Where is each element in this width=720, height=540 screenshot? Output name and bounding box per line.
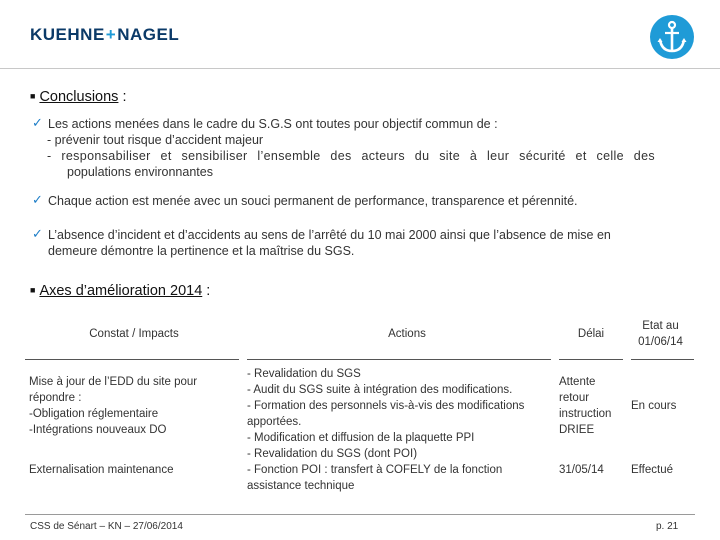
brand-plus: + (105, 25, 117, 44)
cell-line: - Revalidation du SGS (dont POI) (247, 448, 418, 460)
brand-name-right: NAGEL (117, 25, 180, 44)
cell-line: - Audit du SGS suite à intégration des modifications. (247, 384, 513, 396)
cell-line: -Intégrations nouveaux DO (29, 424, 167, 436)
cell-delai (555, 446, 627, 494)
axes-title: Axes d’amélioration 2014 (39, 283, 203, 299)
header-etat: Etat au 01/06/14 (638, 320, 683, 348)
page-number: p. 21 (656, 521, 679, 532)
axes-heading (30, 283, 210, 299)
header-constat: Constat / Impacts (89, 328, 179, 340)
cell-line: retour (559, 392, 590, 404)
table-row (25, 366, 694, 446)
axes-table (25, 309, 694, 494)
cell-etat: En cours (631, 400, 677, 412)
cell-line: assistance technique (247, 480, 355, 492)
conclusion-line: Les actions menées dans le cadre du S.G.S ont toutes pour objectif commun de : (48, 117, 498, 131)
cell-actions (243, 366, 555, 446)
table-row (25, 446, 694, 494)
cell-line: répondre : (29, 392, 82, 404)
axes-colon: : (202, 283, 211, 299)
conclusions-colon: : (118, 89, 127, 105)
anchor-icon (649, 14, 695, 60)
cell-line: DRIEE (559, 424, 595, 436)
conclusion-item-1 (48, 116, 498, 132)
conclusion-item-2 (48, 193, 578, 209)
conclusions-title: Conclusions (39, 89, 119, 105)
conclusion-line: demeure démontre la pertinence et la maîtrise du SGS. (48, 244, 355, 258)
cell-line: Externalisation maintenance (29, 464, 174, 476)
conclusion-line: - responsabiliser et sensibiliser l’ensemble des acteurs du site à leur sécurité et celle des (47, 149, 655, 163)
cell-line: Mise à jour de l’EDD du site pour (29, 376, 198, 388)
cell-actions (243, 446, 555, 494)
conclusion-item-3 (48, 227, 611, 259)
check-icon: ✓ (32, 226, 43, 241)
header-actions: Actions (388, 328, 426, 340)
brand-logo (30, 25, 179, 45)
conclusion-line: Chaque action est menée avec un souci permanent de performance, transparence et pérennité. (48, 194, 578, 208)
cell-etat: Effectué (631, 464, 673, 476)
cell-line: Attente (559, 376, 596, 388)
cell-constat (25, 446, 243, 494)
conclusion-item-1-bullets (47, 132, 655, 180)
cell-line: -Obligation réglementaire (29, 408, 159, 420)
cell-delai (555, 366, 627, 446)
conclusion-line: populations environnantes (67, 165, 213, 179)
cell-line: - Fonction POI : transfert à COFELY de la fonction (247, 464, 503, 476)
check-icon: ✓ (32, 192, 43, 207)
conclusion-line: L’absence d’incident et d’accidents au sens de l’arrêté du 10 mai 2000 ainsi que l’absence de mise en (48, 228, 611, 242)
header-divider (0, 68, 720, 69)
square-bullet-icon: ■ (30, 91, 36, 101)
cell-line: 31/05/14 (559, 464, 604, 476)
square-bullet-icon: ■ (30, 285, 36, 295)
cell-constat (25, 366, 243, 446)
cell-line: - Revalidation du SGS (247, 368, 361, 380)
header-delai: Délai (577, 328, 605, 340)
footer-left: CSS de Sénart – KN – 27/06/2014 (30, 521, 183, 532)
brand-name-left: KUEHNE (30, 25, 105, 44)
table-header-row (25, 309, 694, 360)
conclusions-heading (30, 89, 127, 105)
conclusion-line: - prévenir tout risque d’accident majeur (47, 133, 264, 147)
check-icon: ✓ (32, 115, 43, 130)
footer-divider (25, 514, 695, 515)
cell-line: - Modification et diffusion de la plaquette PPI (247, 432, 475, 444)
cell-line: - Formation des personnels vis-à-vis des modifications (247, 400, 525, 412)
cell-line: instruction (559, 408, 612, 420)
cell-line: apportées. (247, 416, 302, 428)
